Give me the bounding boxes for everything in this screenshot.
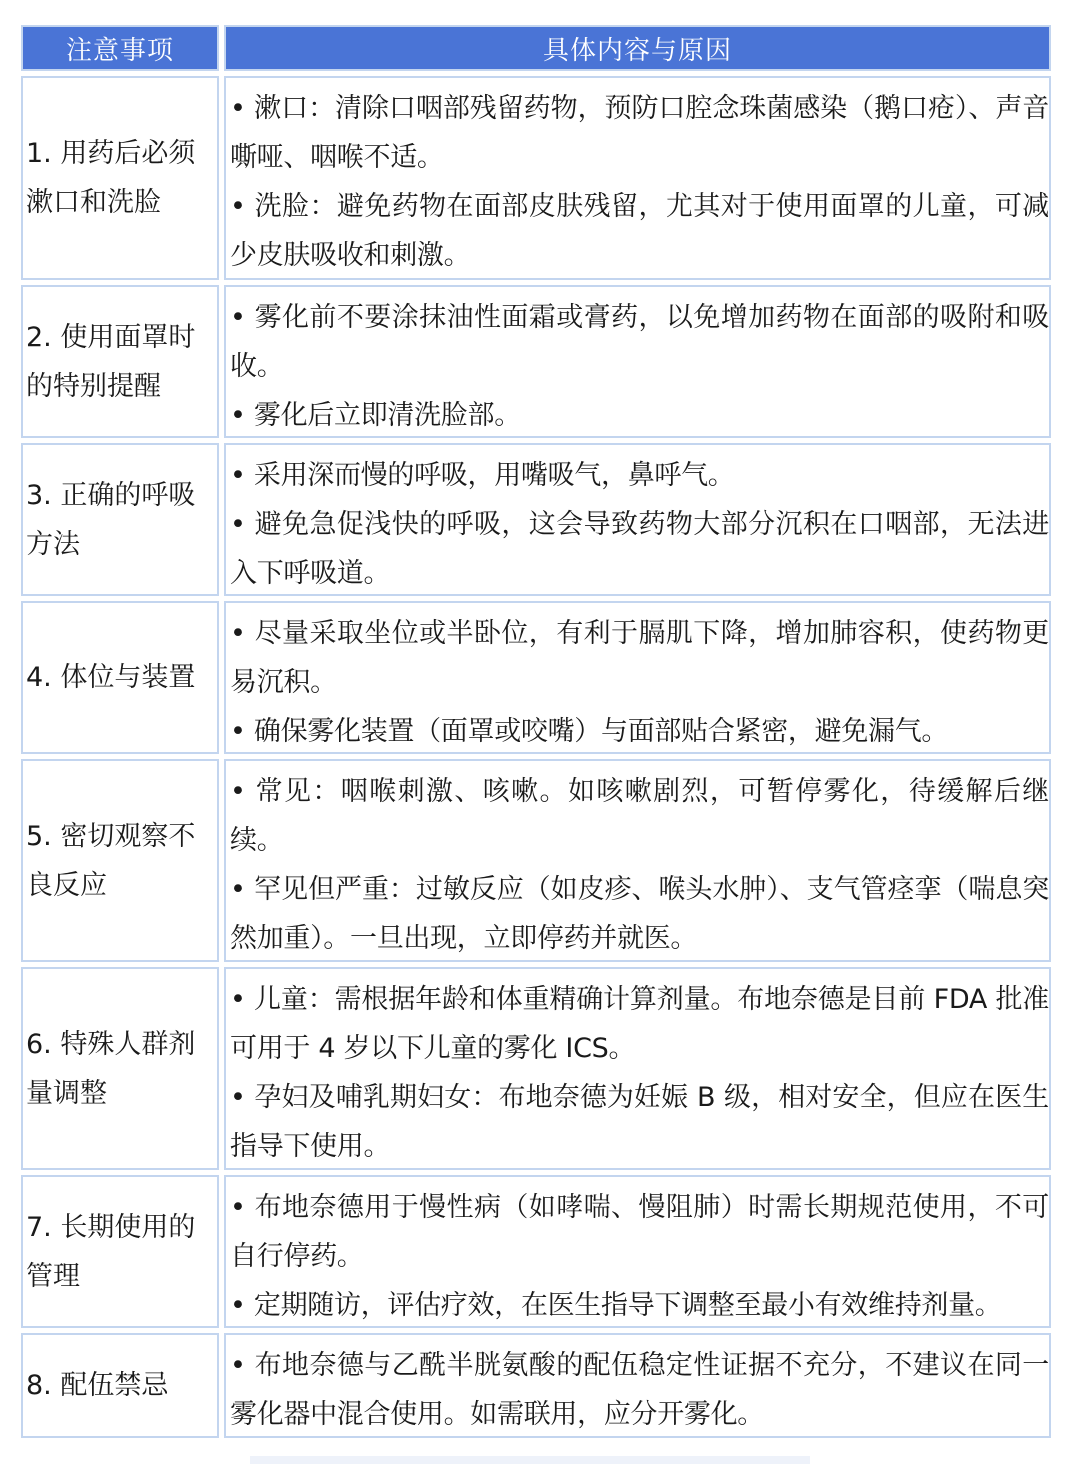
row-item-label: 1. 用药后必须 漱口和洗脸 (21, 76, 219, 280)
table-row (21, 759, 1051, 962)
precautions-table (21, 25, 1051, 1443)
header-precautions: 注意事项 (21, 25, 219, 71)
content-point: • 尽量采取坐位或半卧位，有利于膈肌下降，增加肺容积，使药物更易沉积。 (230, 618, 1049, 698)
row-item-label: 5. 密切观察不 良反应 (21, 759, 219, 962)
content-point: • 采用深而慢的呼吸，用嘴吸气，鼻呼气。 (230, 460, 735, 491)
content-point: • 雾化后立即清洗脸部。 (230, 400, 521, 431)
content-point: • 孕妇及哺乳期妇女：布地奈德为妊娠 B 级，相对安全，但应在医生指导下使用。 (230, 1082, 1049, 1162)
content-point: • 漱口：清除口咽部残留药物，预防口腔念珠菌感染（鹅口疮）、声音嘶哑、咽喉不适。 (230, 93, 1049, 173)
table-header-row (21, 25, 1051, 71)
content-point: • 洗脸：避免药物在面部皮肤残留，尤其对于使用面罩的儿童，可减少皮肤吸收和刺激。 (230, 191, 1049, 271)
table-row (21, 1333, 1051, 1438)
row-content (224, 759, 1051, 962)
content-point: • 布地奈德与乙酰半胱氨酸的配伍稳定性证据不充分，不建议在同一雾化器中混合使用。如需联用，应分开雾化。 (230, 1350, 1049, 1430)
row-content (224, 967, 1051, 1170)
header-details: 具体内容与原因 (224, 25, 1051, 71)
row-item-label: 2. 使用面罩时 的特别提醒 (21, 285, 219, 438)
content-point: • 避免急促浅快的呼吸，这会导致药物大部分沉积在口咽部，无法进入下呼吸道。 (230, 509, 1049, 589)
content-point: • 定期随访，评估疗效，在医生指导下调整至最小有效维持剂量。 (230, 1290, 1002, 1321)
row-content (224, 443, 1051, 596)
row-content (224, 601, 1051, 754)
row-item-label: 7. 长期使用的 管理 (21, 1175, 219, 1328)
table-row (21, 601, 1051, 754)
row-content (224, 1333, 1051, 1438)
table-row (21, 967, 1051, 1170)
content-point: • 儿童：需根据年龄和体重精确计算剂量。布地奈德是目前 FDA 批准可用于 4 岁以下儿童的雾化 ICS。 (230, 984, 1049, 1064)
row-item-label: 4. 体位与装置 (21, 601, 219, 754)
table-row (21, 1175, 1051, 1328)
table-row (21, 443, 1051, 596)
bottom-divider (250, 1456, 810, 1464)
content-point: • 雾化前不要涂抹油性面霜或膏药，以免增加药物在面部的吸附和吸收。 (230, 302, 1049, 382)
content-point: • 常见：咽喉刺激、咳嗽。如咳嗽剧烈，可暂停雾化，待缓解后继续。 (230, 776, 1049, 856)
row-content (224, 1175, 1051, 1328)
row-content (224, 76, 1051, 280)
table-row (21, 76, 1051, 280)
row-item-label: 3. 正确的呼吸 方法 (21, 443, 219, 596)
row-item-label: 8. 配伍禁忌 (21, 1333, 219, 1438)
row-content (224, 285, 1051, 438)
row-item-label: 6. 特殊人群剂 量调整 (21, 967, 219, 1170)
table-row (21, 285, 1051, 438)
content-point: • 布地奈德用于慢性病（如哮喘、慢阻肺）时需长期规范使用，不可自行停药。 (230, 1192, 1049, 1272)
content-point: • 确保雾化装置（面罩或咬嘴）与面部贴合紧密，避免漏气。 (230, 716, 949, 747)
content-point: • 罕见但严重：过敏反应（如皮疹、喉头水肿）、支气管痉挛（喘息突然加重）。一旦出现，立即停药并就医。 (230, 874, 1049, 954)
